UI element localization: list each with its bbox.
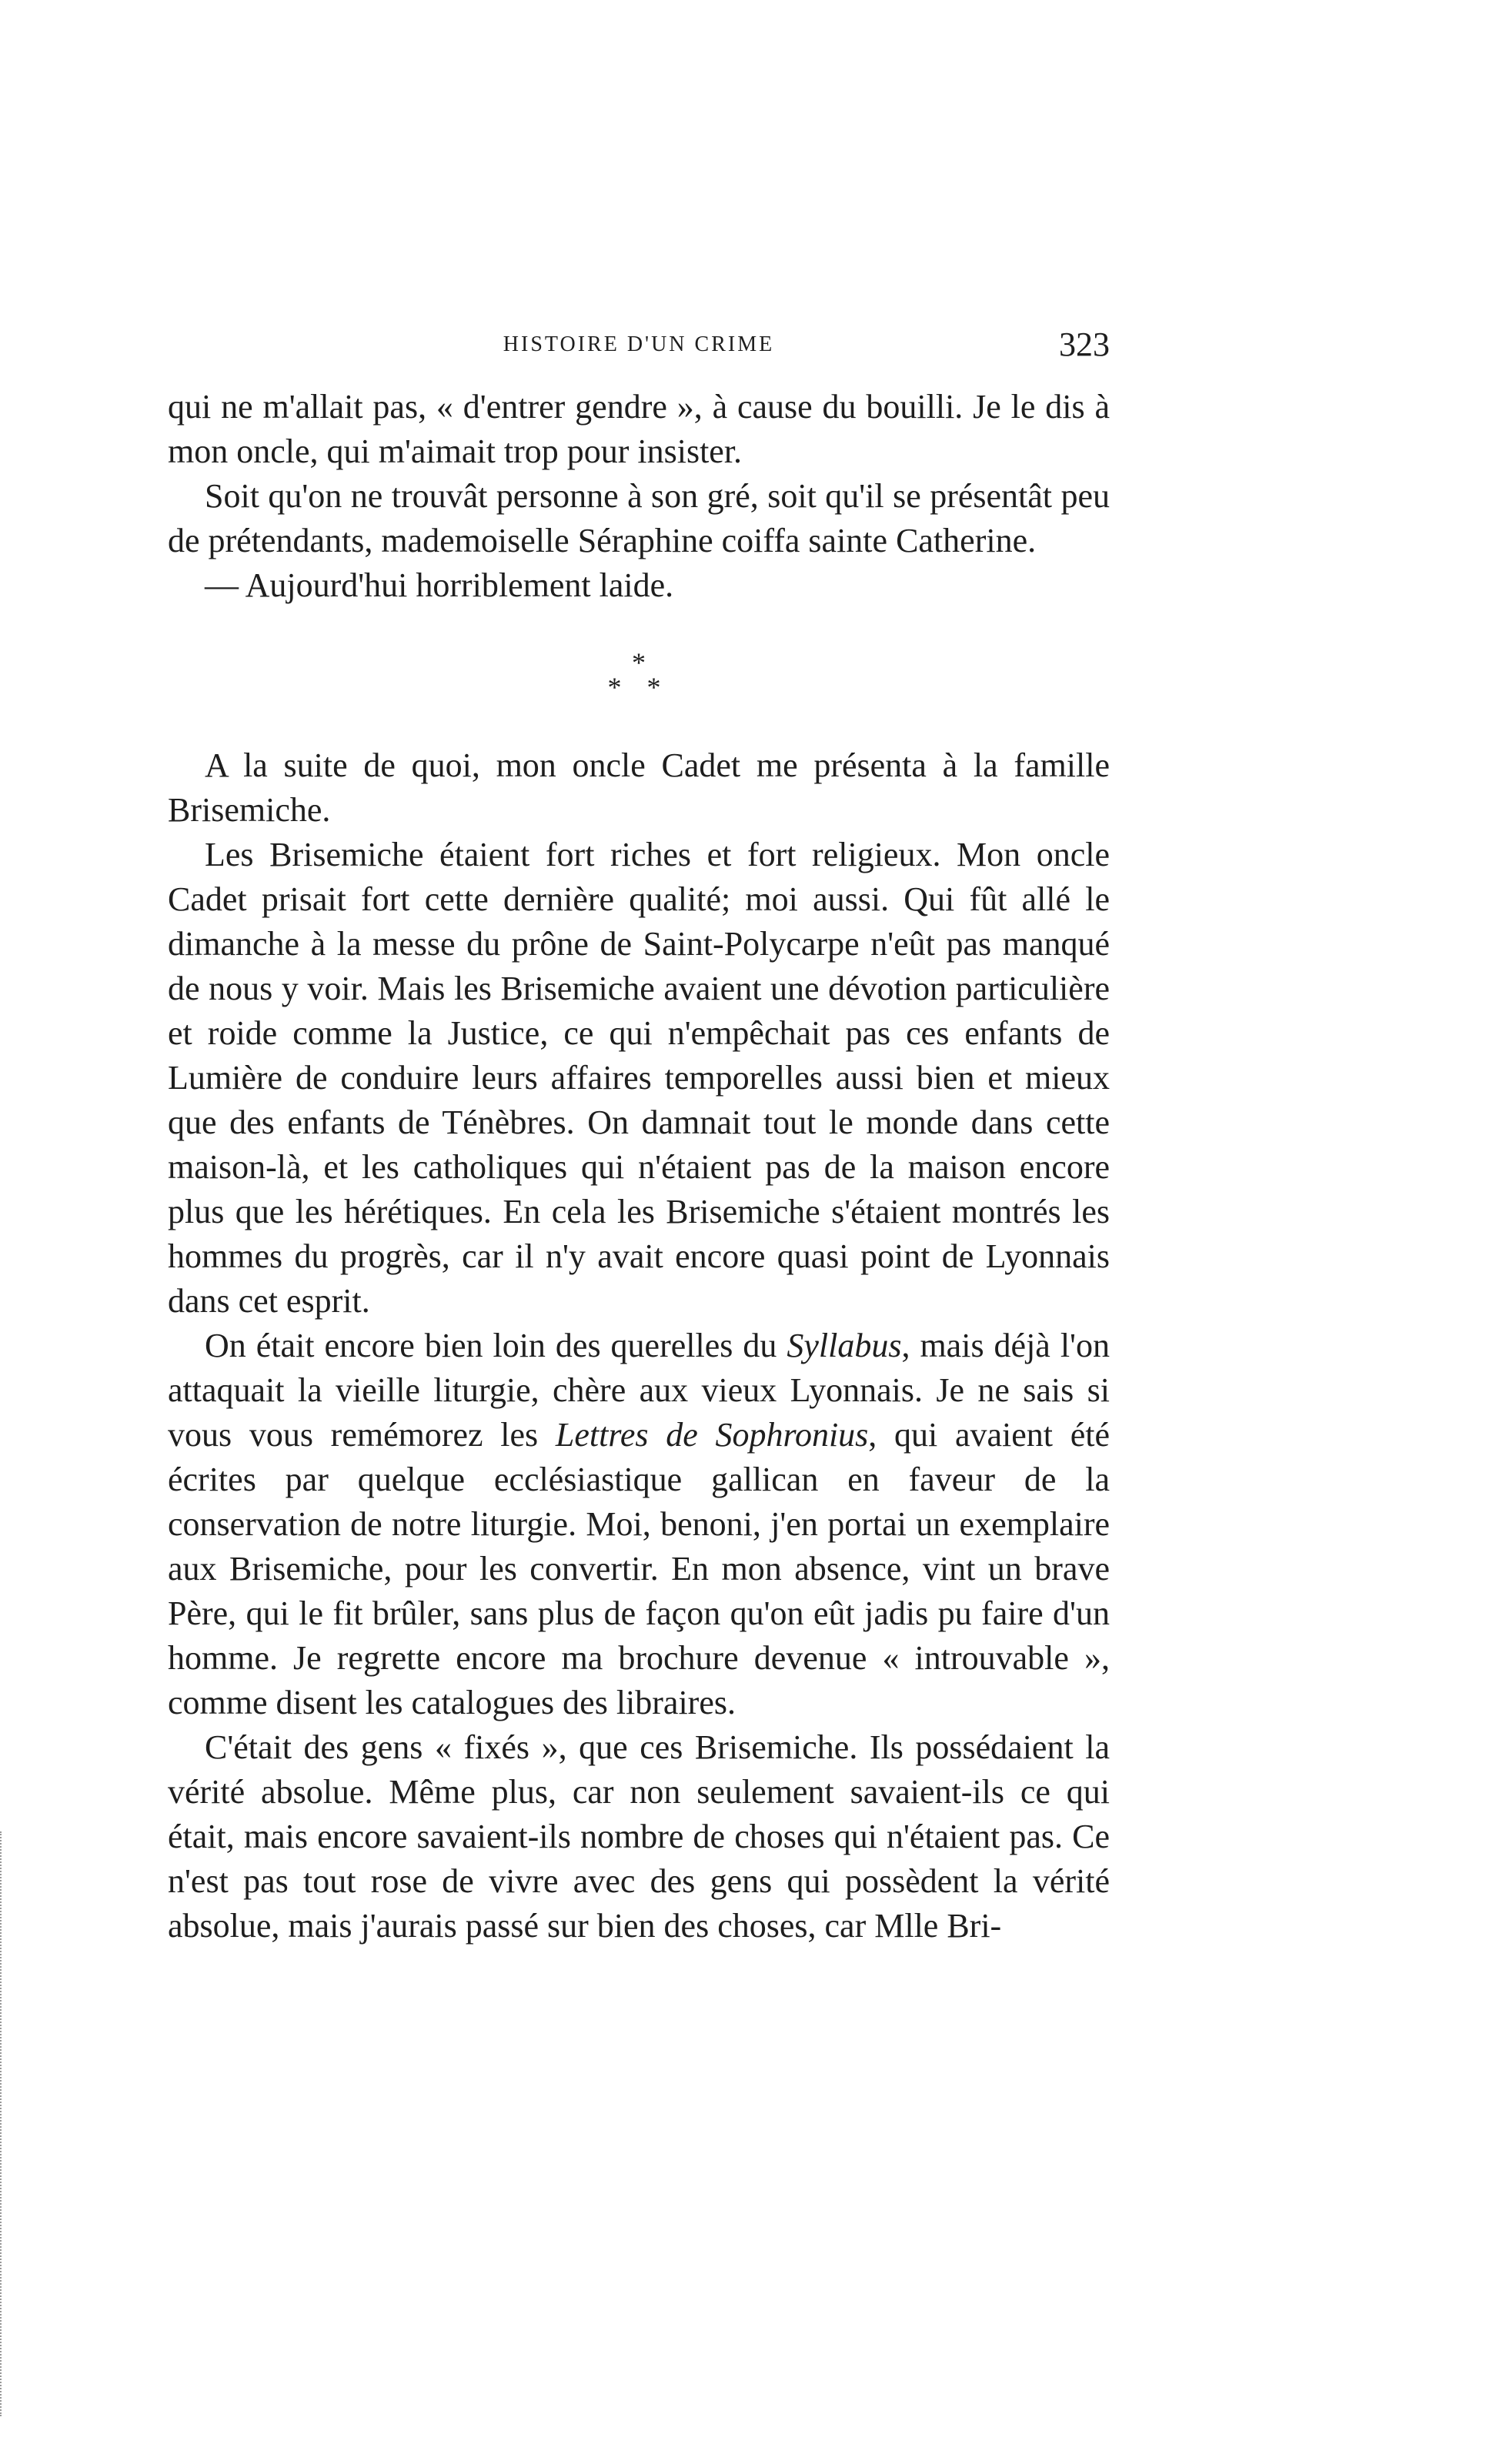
paragraph-5: Les Brisemiche étaient fort riches et fort religieux. Mon oncle Cadet prisait fort cette dernière qualité; moi aussi. Qui fût allé le dimanche à la messe du prône de Saint-Polycarpe n'eût pas manqué de nous y voir. Mais les Brisemiche avaient une dévotion particulière et roide comme la Justice, ce qui n'empêchait pas ces enfants de Lumière de conduire leurs affaires temporelles aussi bien et mieux que des enfants de Ténèbres. On damnait tout le monde dans cette maison-là, et les catholiques qui n'étaient pas de la maison encore plus que les hérétiques. En cela les Brisemiche s'étaient montrés les hommes du progrès, car il n'y avait encore quasi point de Lyonnais dans cet esprit.	[168, 836, 1110, 1320]
paragraph-1: qui ne m'allait pas, « d'entrer gendre », à cause du bouilli. Je le dis à mon oncle, qui m'aimait trop pour insister.	[168, 388, 1110, 470]
paragraph-6	[168, 1324, 1110, 1725]
paragraph-6-part-1: On était encore bien loin des querelles du	[205, 1327, 787, 1364]
page-number: 323	[1059, 326, 1110, 363]
title-lettres-de-sophronius: Lettres de Sophronius	[555, 1416, 869, 1454]
paragraph-6-part-5: , qui avaient été écrites par quelque ecclésiastique gallican en faveur de la conservation de notre liturgie. Moi, benoni, j'en portai un exemplaire aux Brisemiche, pour les convertir. En mon absence, vint un brave Père, qui le fit brûler, sans plus de façon qu'on eût jadis pu faire d'un homme. Je regrette encore ma brochure devenue « introuvable », comme disent les catalogues des libraires.	[168, 1416, 1111, 1721]
paragraph-7: C'était des gens « fixés », que ces Brisemiche. Ils possédaient la vérité absolue. Même plus, car non seulement savaient-ils ce qui était, mais encore savaient-ils nombre de choses qui n'étaient pas. Ce n'est pas tout rose de vivre avec des gens qui possèdent la vérité absolue, mais j'aurais passé sur bien des choses, car Mlle Bri-	[168, 1728, 1110, 1945]
asterism-bottom: * *	[607, 672, 670, 703]
running-head	[168, 322, 1110, 368]
paragraph-3: — Aujourd'hui horriblement laide.	[205, 566, 674, 604]
margin-dotted-line	[0, 1831, 12, 2416]
title-syllabus: Syllabus	[787, 1327, 902, 1364]
paragraph-2: Soit qu'on ne trouvât personne à son gré, soit qu'il se présentât peu de prétendants, mademoiselle Séraphine coiffa sainte Catherine.	[168, 477, 1110, 559]
asterism-top: *	[632, 647, 646, 678]
paragraph-6-part-3: , mais déjà l'on attaquait la vieille liturgie, chère aux vieux Lyonnais. Je ne sais si vous vous remémorez les	[168, 1327, 1110, 1454]
paragraph-4: A la suite de quoi, mon oncle Cadet me présenta à la famille Brisemiche.	[168, 746, 1110, 829]
text-block	[168, 385, 1110, 1948]
asterism-divider	[168, 608, 1110, 743]
running-title: HISTOIRE D'UN CRIME	[503, 332, 775, 356]
